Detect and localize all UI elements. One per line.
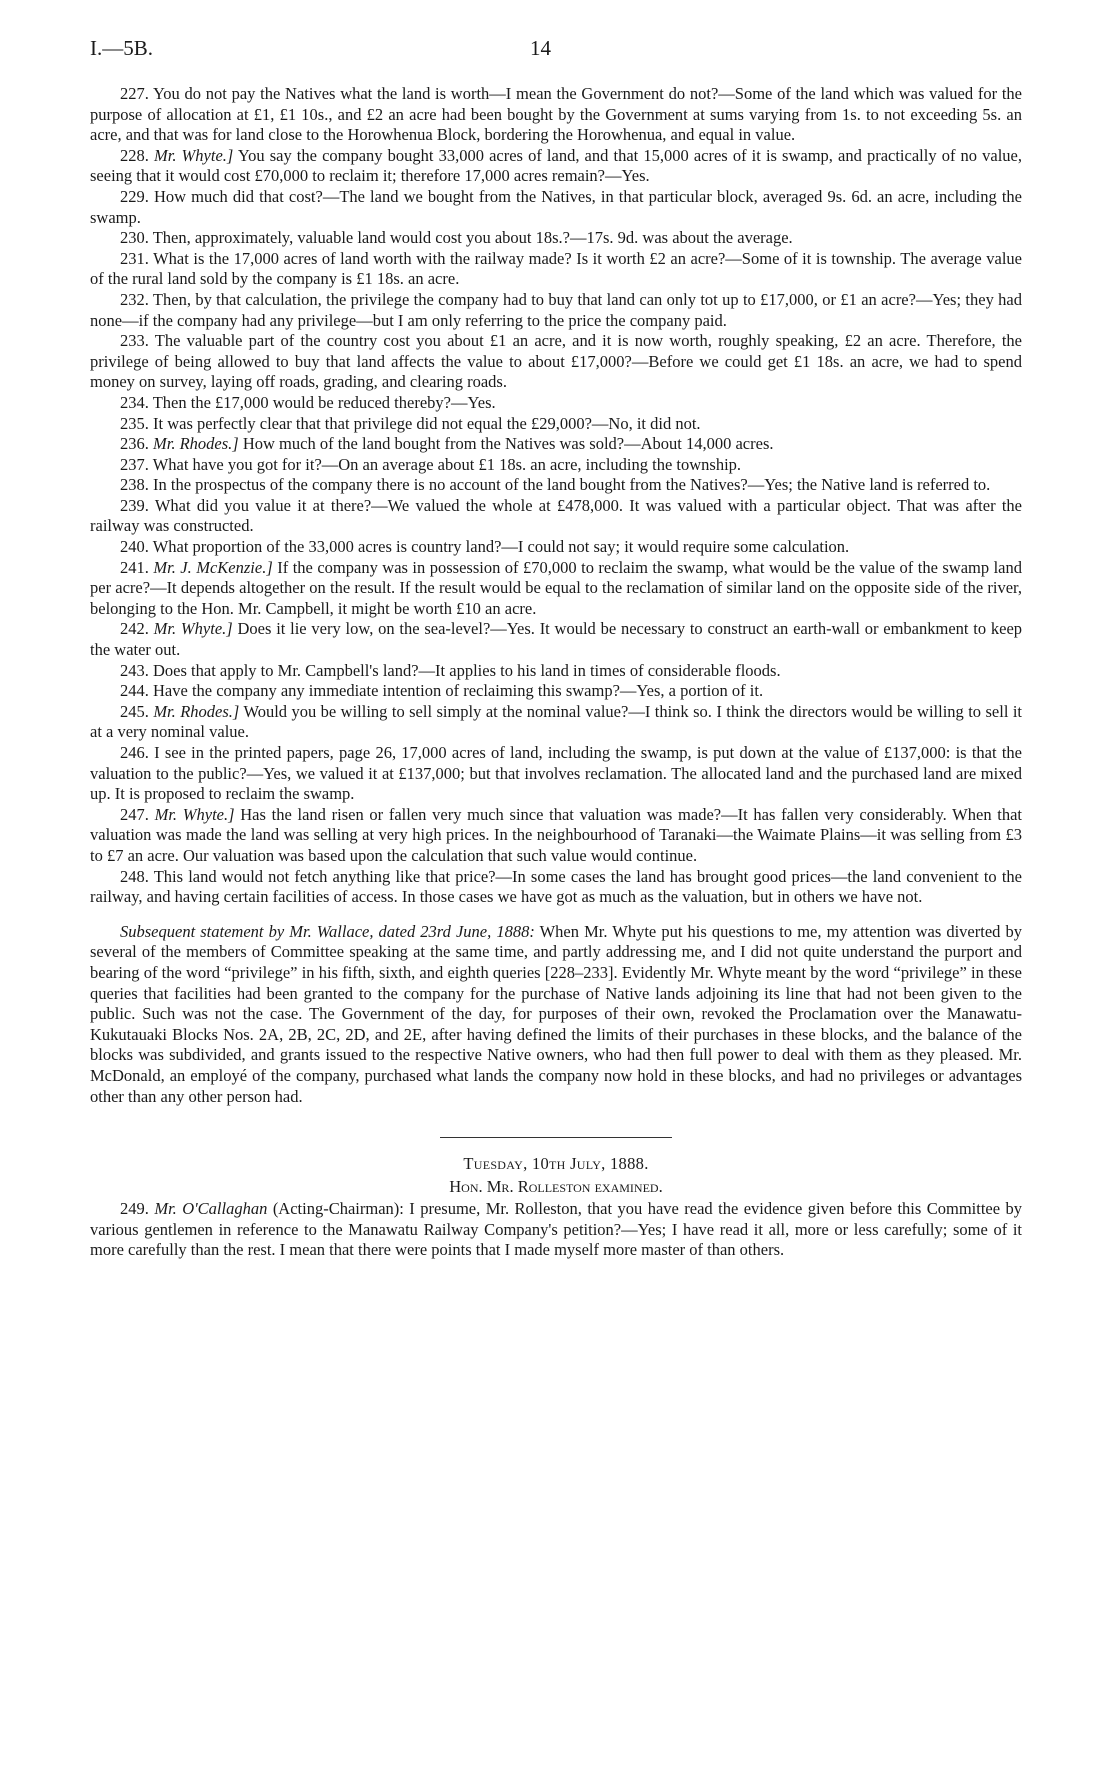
statement-text: When Mr. Whyte put his questions to me, my attention was diverted by several of the members of Committee speaking at the same time, and partly addressing me, and I did not quite understand the purport and bearing of the word “privilege” in his fifth, sixth, and eighth queries [228–233]. Evidently Mr. Whyte meant by the word “privilege” in these queries that facilities had been granted to the company for the purchase of Native lands adjoining its line that had not been given to the public. Such was not the case. The Government of the day, for purposes of their own, revoked the Proclamation over the Manawatu-Kukutauaki Blocks Nos. 2A, 2B, 2C, 2D, and 2E, after having defined the limits of their purchases in these blocks, and the balance of the blocks was subdivided, and grants issued to the respective Native owners, who had then full power to deal with them as they pleased. Mr. McDonald, an employé of the company, purchased what lands the company now hold in these blocks, and had no privileges or advantages other than any other person had. xyxy=(90,921,1022,1106)
question-245: 245. Mr. Rhodes.] Would you be willing to sell simply at the nominal value?—I think so. I think the directors would be willing to sell it at a very nominal value. xyxy=(90,701,1022,742)
statement-lead: Subsequent statement by Mr. Wallace, dated 23rd June, 1888: xyxy=(120,921,535,941)
question-239: 239. What did you value it at there?—We valued the whole at £478,000. It was valued with a particular object. That was after the railway was constructed. xyxy=(90,495,1022,536)
question-232: 232. Then, by that calculation, the privilege the company had to buy that land can only tot up to £17,000, or £1 an acre?—Yes; they had none—if the company had any privilege—but I am only referring to the price the company paid. xyxy=(90,289,1022,330)
question-235: 235. It was perfectly clear that that privilege did not equal the £29,000?—No, it did not. xyxy=(120,413,701,433)
question-234: 234. Then the £17,000 would be reduced thereby?—Yes. xyxy=(120,392,496,412)
question-242: 242. Mr. Whyte.] Does it lie very low, on the sea-level?—Yes. It would be necessary to construct an earth-wall or embankment to keep the water out. xyxy=(90,619,1023,660)
session-date: Tuesday, 10th July, 1888. xyxy=(463,1154,649,1174)
document-body xyxy=(90,84,1022,1261)
question-248: 248. This land would not fetch anything like that price?—In some cases the land has brought good prices—the land convenient to the railway, and having certain facilities of access. In those cases we have got as much as the valuation, but in others we have not. xyxy=(90,866,1022,907)
subsequent-statement xyxy=(90,922,1022,1107)
question-241: 241. Mr. J. McKenzie.] If the company was in possession of £70,000 to reclaim the swamp, what would be the value of the swamp land per acre?—It depends altogether on the result. If the result would be equal to the reclamation of similar land on the opposite side of the river, belonging to the Hon. Mr. Campbell, it might be worth £10 an acre. xyxy=(90,557,1023,618)
question-237: 237. What have you got for it?—On an average about £1 18s. an acre, including the township. xyxy=(120,454,742,474)
page-header xyxy=(90,36,1030,72)
question-240: 240. What proportion of the 33,000 acres is country land?—I could not say; it would require some calculation. xyxy=(120,537,850,557)
question-243: 243. Does that apply to Mr. Campbell's land?—It applies to his land in times of considerable floods. xyxy=(120,660,781,680)
question-227: 227. You do not pay the Natives what the land is worth—I mean the Government do not?—Some of the land which was valued for the purpose of allocation at £1, £1 10s., and £2 an acre had been bought by the Government at sums varying from 1s. to not exceeding 5s. an acre, and that was for land close to the Horowhenua Block, bordering the Horowhenua, and equal in value. xyxy=(90,84,1022,145)
page-number: 14 xyxy=(530,36,551,60)
question-230: 230. Then, approximately, valuable land would cost you about 18s.?—17s. 9d. was about the average. xyxy=(120,228,793,248)
question-228: 228. Mr. Whyte.] You say the company bought 33,000 acres of land, and that 15,000 acres of it is swamp, and practically of no value, seeing that it would cost £70,000 to reclaim it; therefore 17,000 acres remain?—Yes. xyxy=(90,145,1023,186)
question-244: 244. Have the company any immediate intention of reclaiming this swamp?—Yes, a portion of it. xyxy=(120,681,764,701)
question-249: 249. Mr. O'Callaghan (Acting-Chairman): I presume, Mr. Rolleston, that you have read the evidence given before this Committee by various gentlemen in reference to the Manawatu Railway Company's petition?—Yes; I have read it all, more or less carefully; some of it more carefully than the rest. I mean that there were points that I made myself more master of than others. xyxy=(90,1199,1023,1260)
question-238: 238. In the prospectus of the company there is no account of the land bought from the Natives?—Yes; the Native land is referred to. xyxy=(120,475,991,495)
section-divider xyxy=(440,1137,672,1138)
question-233: 233. The valuable part of the country cost you about £1 an acre, and it is now worth, roughly speaking, £2 an acre. Therefore, the privilege of being allowed to buy that land affects the value to about £17,000?—Before we could get £1 18s. an acre, we had to spend money on survey, laying off roads, grading, and clearing roads. xyxy=(90,331,1022,392)
paper-reference: I.—5B. xyxy=(90,36,153,60)
question-246: 246. I see in the printed papers, page 26, 17,000 acres of land, including the swamp, is put down at the value of £137,000: is that the valuation to the public?—Yes, we valued it at £137,000; but that involves reclamation. The allocated land and the purchased land are mixed up. It is proposed to reclaim the swamp. xyxy=(90,743,1022,804)
question-236: 236. Mr. Rhodes.] How much of the land bought from the Natives was sold?—About 14,000 acres. xyxy=(120,434,774,454)
witness-examined: Hon. Mr. Rolleston examined. xyxy=(449,1176,663,1196)
question-247: 247. Mr. Whyte.] Has the land risen or fallen very much since that valuation was made?—It has fallen very considerably. When that valuation was made the land was selling at very high prices. In the neighbourhood of Taranaki—the Waimate Plains—it was selling from £3 to £7 an acre. Our valuation was based upon the calculation that such value would continue. xyxy=(90,804,1023,865)
question-229: 229. How much did that cost?—The land we bought from the Natives, in that particular block, averaged 9s. 6d. an acre, including the swamp. xyxy=(90,186,1022,227)
question-231: 231. What is the 17,000 acres of land worth with the railway made? Is it worth £2 an acre?—Some of it is township. The average value of the rural land sold by the company is £1 18s. an acre. xyxy=(90,248,1022,289)
